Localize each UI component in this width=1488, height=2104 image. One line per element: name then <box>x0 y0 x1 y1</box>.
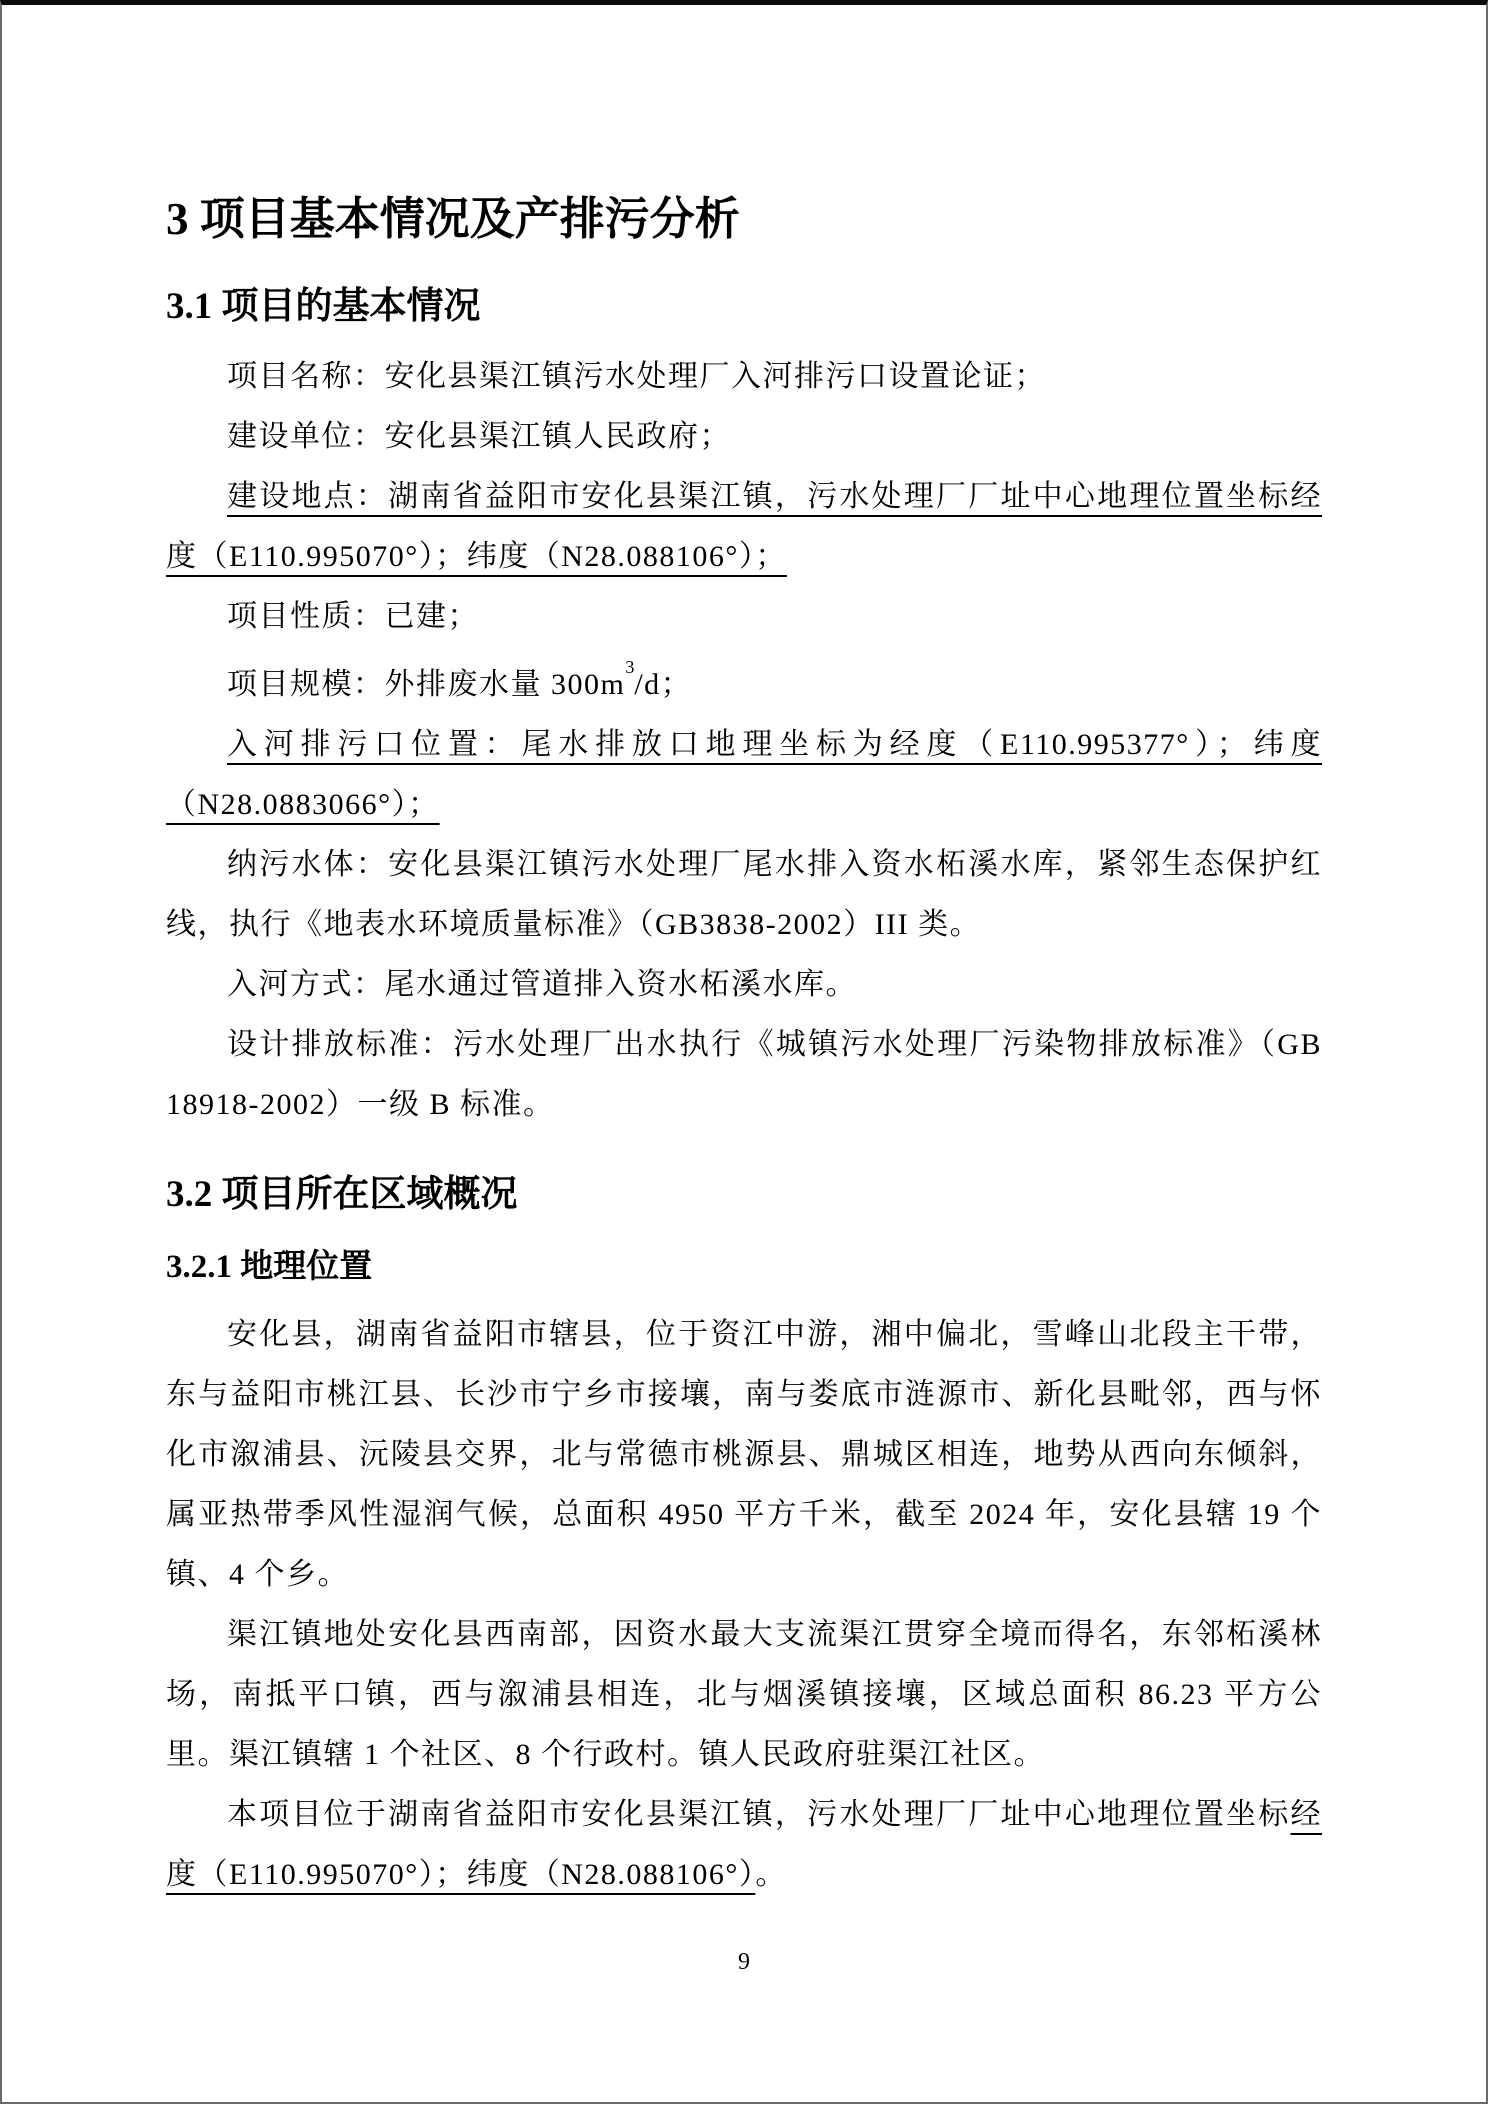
project-scale-unit-text: /d； <box>634 668 693 701</box>
paragraph-project-name: 项目名称：安化县渠江镇污水处理厂入河排污口设置论证； <box>227 360 1046 393</box>
paragraph-construction-site <box>166 467 1322 587</box>
section-heading-3-2: 3.2 项目所在区域概况 <box>166 1174 518 1215</box>
paragraph-design-standard: 设计排放标准：污水处理厂出水执行《城镇污水处理厂污染物排放标准》（GB 18918-2002）一级 B 标准。 <box>166 1028 1322 1121</box>
chapter-heading: 3 项目基本情况及产排污分析 <box>166 194 740 244</box>
paragraph-anhua-county-overview: 安化县，湖南省益阳市辖县，位于资江中游，湘中偏北，雪峰山北段主干带，东与益阳市桃江县、长沙市宁乡市接壤，南与娄底市涟源市、新化县毗邻，西与怀化市溆浦县、沅陵县交界，北与常德市桃源县、鼎城区相连，地势从西向东倾斜，属亚热带季风性湿润气候，总面积 4950 平方千米，截至 2024 年，安化县辖 19 个镇、4 个乡。 <box>166 1318 1322 1591</box>
paragraph-construction-unit: 建设单位：安化县渠江镇人民政府； <box>227 420 731 453</box>
page-number: 9 <box>738 1949 750 1975</box>
paragraph-discharge-method: 入河方式：尾水通过管道排入资水柘溪水库。 <box>227 968 857 1001</box>
construction-site-underlined-text: 建设地点：湖南省益阳市安化县渠江镇，污水处理厂厂址中心地理位置坐标经度（E110.995070°）；纬度（N28.088106°）； <box>166 480 1322 573</box>
project-location-period: 。 <box>755 1858 787 1891</box>
project-location-underlined-text: 经度（E110.995070°）；纬度（N28.088106°） <box>166 1798 1322 1891</box>
cubic-meter-superscript: 3 <box>625 657 635 678</box>
paragraph-project-location <box>166 1785 1322 1905</box>
paragraph-outfall-location <box>166 715 1322 835</box>
paragraph-project-scale <box>166 647 1322 715</box>
paragraph-project-nature: 项目性质：已建； <box>227 600 479 633</box>
subsection-heading-3-2-1: 3.2.1 地理位置 <box>166 1249 373 1285</box>
outfall-location-underlined-text: 入河排污口位置：尾水排放口地理坐标为经度（E110.995377°）；纬度（N28.0883066°）； <box>166 728 1322 821</box>
section-heading-3-1: 3.1 项目的基本情况 <box>166 286 481 327</box>
project-scale-text: 项目规模：外排废水量 300m <box>227 668 626 701</box>
paragraph-qujiang-town-overview: 渠江镇地处安化县西南部，因资水最大支流渠江贯穿全境而得名，东邻柘溪林场，南抵平口镇，西与溆浦县相连，北与烟溪镇接壤，区域总面积 86.23 平方公里。渠江镇辖 1 个社区、8 个行政村。镇人民政府驻渠江社区。 <box>166 1618 1322 1771</box>
project-location-plain-text: 本项目位于湖南省益阳市安化县渠江镇，污水处理厂厂址中心地理位置坐标 <box>227 1798 1291 1831</box>
paragraph-receiving-water: 纳污水体：安化县渠江镇污水处理厂尾水排入资水柘溪水库，紧邻生态保护红线，执行《地表水环境质量标准》（GB3838-2002）III 类。 <box>166 848 1322 941</box>
